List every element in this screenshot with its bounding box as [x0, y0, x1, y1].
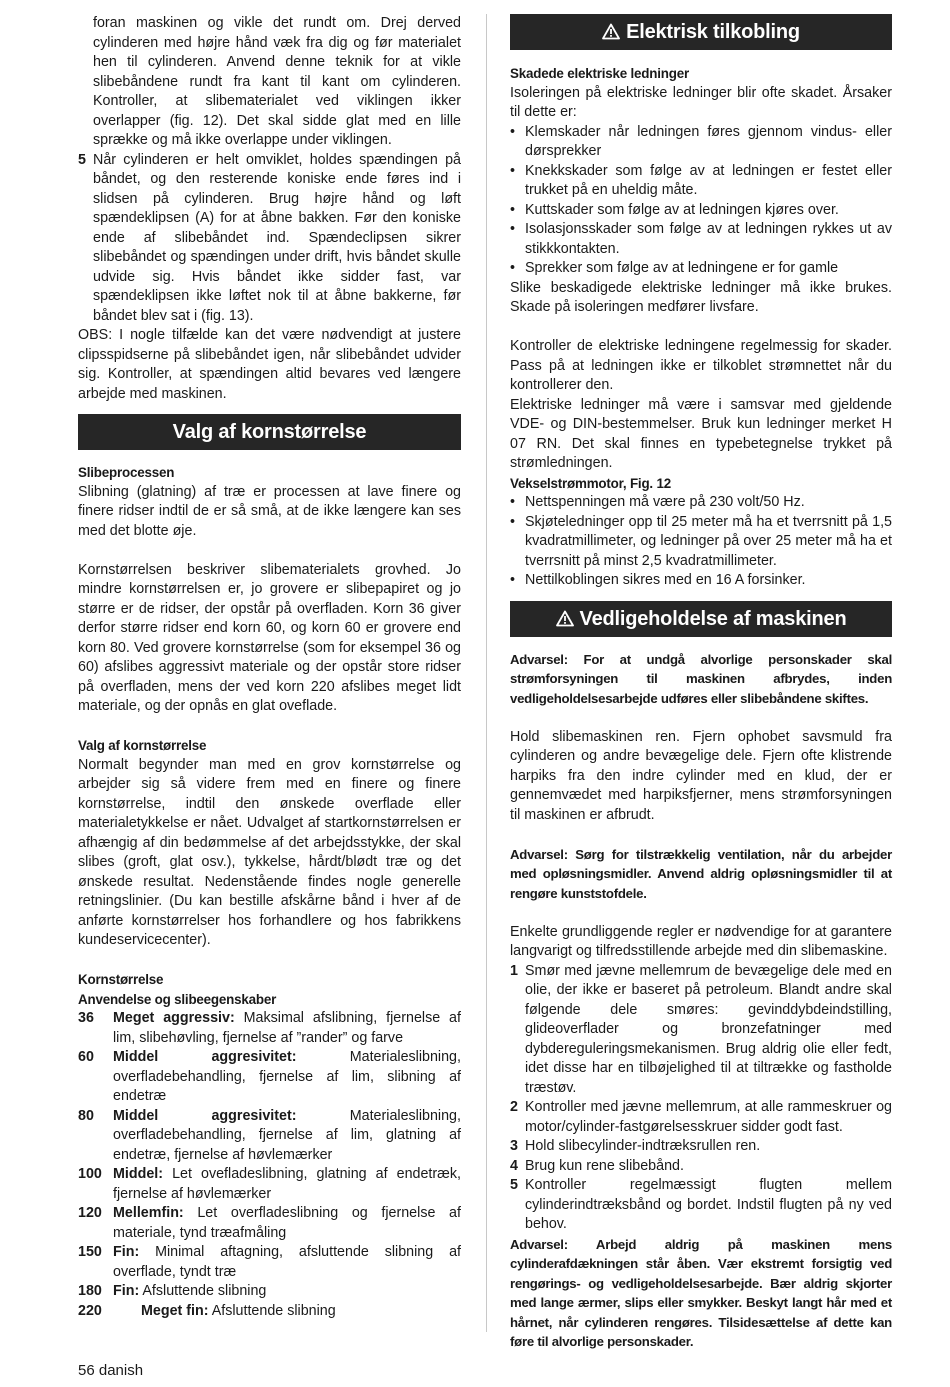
grit-label: Middel aggresivitet: [113, 1049, 297, 1065]
grit-row [78, 1302, 461, 1322]
bullet-icon: • [510, 572, 516, 588]
maintenance-step [510, 1157, 892, 1177]
bullet-icon: • [510, 201, 516, 218]
step-number: 3 [510, 1138, 518, 1154]
right-column [510, 14, 892, 1352]
bullet-icon: • [510, 123, 516, 140]
section-banner-elektrisk [510, 14, 892, 50]
grit-label: Mellemfin: [113, 1205, 184, 1221]
grit-label: Middel: [113, 1166, 164, 1182]
veksel-item [510, 571, 892, 591]
grit-value: 100 [78, 1166, 102, 1182]
hold-paragraph: Hold slibemaskinen ren. Fjern ophobet savsmuld fra cylinderen og andre bevægelige dele. Fjern ofte klistrende harpiks fra den indre cylinder med en klud, der er gennemvædet med harpiksfjerner, mens strømforsyningen til maskinen er afbrudt. [510, 728, 892, 823]
grit-value: 180 [78, 1283, 102, 1299]
grit-row [78, 1107, 461, 1166]
step-number: 1 [510, 962, 518, 979]
bullet-icon: • [510, 221, 516, 237]
maintenance-step [510, 1176, 892, 1235]
step-text: Smør med jævne mellemrum de bevægelige dele med en olie, der ikke er baseret på petroleum. Blandt andre skal følgende dele smøres: gevinddybdeindstilling, glideoverflader og bronzefatninger med dybdereguleringsmekanismen. Brug aldrig olie eller fedt, idet disse har en tilbøjelighed til at tiltrække og fastholde træstøv. [525, 962, 892, 1096]
grit-text: Materialeslibning, overfladebehandling, fjernelse af lim, slibning af endetræ [113, 1049, 461, 1104]
grit-description [113, 1204, 461, 1243]
step-text: Kontroller regelmæssigt flugten mellem cylinderindtræksbånd og bordet. Indstil flugten på ny ved behov. [525, 1177, 892, 1232]
cause-item [510, 220, 892, 259]
grit-row [78, 1009, 461, 1048]
bullet-icon: • [510, 494, 516, 510]
step-number: 5 [510, 1177, 518, 1193]
step-5 [78, 151, 461, 327]
maintenance-step [510, 1098, 892, 1137]
grit-value: 36 [78, 1010, 94, 1026]
grit-text: Afsluttende slibning [211, 1302, 336, 1319]
grit-label: Middel aggresivitet: [113, 1107, 297, 1124]
grit-row [78, 1048, 461, 1107]
grit-text: Afsluttende slibning [142, 1283, 267, 1299]
subheading-skadede: Skadede elektriske ledninger [510, 66, 689, 81]
grit-value: 60 [78, 1049, 94, 1065]
grit-list [78, 1009, 461, 1321]
subheading-valg: Valg af kornstørrelse [78, 738, 207, 753]
slike-paragraph: Slike beskadigede elektriske ledninger må ikke brukes. Skade på isoleringen medfører livsfare. [510, 279, 892, 315]
page-footer: 56 danish [78, 1362, 144, 1379]
kornstorrelse-paragraph: Kornstørrelsen beskriver slibematerialets grovhed. Jo mindre kornstørrelsen er, jo grovere er slibepapiret og jo større er de ridser, der opstår på overfladen. Korn 36 giver derfor større ridser end korn 60, og korn 60 er grovere end korn 80. Ved grovere kornstørrelse (som for eksempel 36 og 60) afslibes aggressivt materiale og der opstår store ridser på overfladen, mens der ved korn 220 afslibes meget lidt materiale, og der opnås en glat oveflade. [78, 561, 461, 714]
step-text: Brug kun rene slibebånd. [525, 1157, 684, 1174]
bullet-text: Nettilkoblingen sikres med en 16 A forsinker. [525, 572, 806, 588]
cause-item [510, 201, 892, 221]
maintenance-step [510, 1137, 892, 1157]
step-number: 5 [78, 151, 86, 168]
grit-label: Fin: [113, 1283, 140, 1299]
causes-list [510, 123, 892, 279]
skadede-paragraph: Isoleringen på elektriske ledninger blir ofte skadet. Årsaker til dette er: [510, 84, 892, 120]
subheading-veksel: Vekselstrømmotor, Fig. 12 [510, 475, 671, 491]
obs-note: OBS: I nogle tilfælde kan det være nødvendigt at justere clipsspidserne på slibebåndet igen, når slibebåndet udvider sig. Kontroller, at spændingen altid bevares ved længere arbejde med maskinen. [78, 327, 461, 402]
bullet-icon: • [510, 260, 516, 276]
grit-description [113, 1165, 461, 1204]
subheading-korn: Kornstørrelse [78, 972, 164, 987]
warning-3: Advarsel: Arbejd aldrig på maskinen mens cylinderafdækningen står åben. Vær ekstremt forsigtig ved rengørings- og vedligeholdelsesarbejde. Bær aldrig skjorter med lange ærmer, slips eller smykker. Beskyt langt hår med et hårnet, når cylinderen rengøres. Tilsidesættelse af dette kan føre til alvorlige personskader. [510, 1236, 892, 1349]
veksel-item [510, 493, 892, 513]
bullet-text: Knekkskader som følge av at ledningen er festet eller trukket på en uheldig måte. [525, 162, 892, 198]
step-text: Hold slibecylinder-indtræksrullen ren. [525, 1138, 761, 1154]
grit-row [78, 1243, 461, 1282]
grit-label: Meget aggressiv: [113, 1010, 235, 1026]
veksel-item [510, 513, 892, 572]
bullet-icon: • [510, 513, 516, 530]
subheading-slibeprocessen: Slibeprocessen [78, 465, 175, 480]
grit-value: 80 [78, 1107, 94, 1124]
grit-description [113, 1243, 461, 1282]
grit-row [78, 1165, 461, 1204]
grit-description [113, 1009, 461, 1048]
maintenance-step [510, 962, 892, 1099]
subheading-anvendelse: Anvendelse og slibeegenskaber [78, 991, 277, 1007]
grit-text: Let ovefladeslibning, glatning af endetræk, fjernelse af høvlemærker [113, 1166, 461, 1202]
bullet-text: Sprekker som følge av at ledningene er for gamle [525, 260, 839, 276]
bullet-text: Nettspenningen må være på 230 volt/50 Hz. [525, 494, 805, 510]
cause-item [510, 259, 892, 279]
section-banner-vedligeholdelse [510, 601, 892, 637]
grit-value: 120 [78, 1205, 102, 1221]
maintenance-steps [510, 962, 892, 1235]
warning-icon [602, 16, 620, 52]
valg-paragraph: Normalt begynder man med en grov kornstørrelse og arbejder sig så videre frem med en finere og finere kornstørrelse, indtil den ønskede overflade eller materialetykkelse er nået. Udvalget af startkornstørrelsen er afhængig af din bedømmelse af det arbejdsstykke, der skal slibes (groft, glat osv.), tykkelse, hårdt/blødt træ og det ønskede resultat. Nedenstående findes nogle generelle retningslinier. (Du kan bestille afskårne bånd i hver af de anførte kornstørrelser hos forhandlere og hos fabrikkens kundeservicecenter). [78, 756, 461, 948]
kontroller-paragraph: Kontroller de elektriske ledningene regelmessig for skader. Pass på at ledningen ikke er tilkoblet strømnettet når du kontrollerer den. [510, 338, 892, 393]
banner-title: Elektrisk tilkobling [626, 21, 800, 43]
grit-text: Materialeslibning, overfladebehandling, fjernelse af lim, glatning af endetræ, fjernelse af høvlemærker [113, 1107, 461, 1163]
grit-description [113, 1282, 461, 1302]
elektriske-paragraph: Elektriske ledninger må være i samsvar med gjeldende VDE- og DIN-bestemmelser. Bruk kun ledninger merket H 07 RN. Det skal finnes en typebetegnelse trykket på strømledningen. [510, 396, 892, 471]
grit-text: Minimal aftagning, afsluttende slibning af overflade, tyndt træ [113, 1244, 461, 1280]
cause-item [510, 162, 892, 201]
grit-description [113, 1302, 461, 1322]
intro-paragraph: foran maskinen og vikle det rundt om. Drej derved cylinderen med højre hånd væk fra dig og før materialet hen til cylinderen. Anvend denne teknik for at vikle slibebåndene rundt fra kant til kant om cylinderen. Kontroller, at slibematerialet ved viklingen ikker overlapper (fig. 12). Det skal sidde glat med en lille sprække og må ikke overlappe under viklingen. [93, 15, 461, 148]
grit-row [78, 1282, 461, 1302]
banner-title: Vedligeholdelse af maskinen [579, 607, 847, 630]
bullet-text: Klemskader når ledningen føres gjennom vindus- eller dørsprekker [525, 123, 892, 159]
warning-2: Advarsel: Sørg for tilstrækkelig ventilation, når du arbejder med opløsningsmidler. Anvend aldrig opløsningsmidler til at rengøre kunststofdele. [510, 846, 892, 901]
grit-text: Maksimal afslibning, fjernelse af lim, slibehøvling, fjernelse af ”rander” og farve [113, 1010, 461, 1046]
bullet-icon: • [510, 162, 516, 179]
grit-row [78, 1204, 461, 1243]
section-banner-valg: Valg af kornstørrelse [78, 414, 461, 450]
veksel-list [510, 493, 892, 591]
step-number: 4 [510, 1157, 518, 1174]
step-number: 2 [510, 1099, 518, 1115]
cause-item [510, 123, 892, 162]
left-column [78, 14, 461, 1321]
step-text: Når cylinderen er helt omviklet, holdes spændingen på båndet, og den resterende koniske ende føres ind i slidsen på cylinderen. Brug højre hånd og løft spændeklipsen (A) for at åbne bakken. Før den koniske ende af slibebåndet ind. Spændeclipsen sikrer slibebåndet og spændingen under drift, hvis båndet skulle udvide sig. Hvis båndet ikke sidder fast, var spændeklipsen ikke løftet nok til at åbne bakkerne, før båndet blev sat i (fig. 13). [93, 151, 461, 324]
slibeprocessen-paragraph: Slibning (glatning) af træ er processen at lave finere og finere ridser indtil de er så små, at de ikke længere kan ses med det blotte øje. [78, 483, 461, 539]
grit-text: Let overfladeslibning og fjernelse af materiale, tynd træafmåling [113, 1205, 461, 1241]
warning-1: Advarsel: For at undgå alvorlige personskader skal strømforsyningen til maskinen afbrydes, inden vedligeholdelsesarbejde udføres eller slibebåndene skiftes. [510, 651, 892, 706]
bullet-text: Skjøteledninger opp til 25 meter må ha et tverrsnitt på 1,5 kvadratmillimeter, og ledninger på over 25 meter må ha et tverrsnitt på minst 2,5 kvadratmillimeter. [525, 513, 892, 569]
grit-value: 220 [78, 1302, 102, 1319]
enkelte-paragraph: Enkelte grundliggende regler er nødvendige for at garantere langvarigt og tilfredsstillende arbejde med din slibemaskine. [510, 923, 892, 959]
grit-description [113, 1107, 461, 1166]
grit-description [113, 1048, 461, 1107]
grit-label: Fin: [113, 1244, 140, 1260]
grit-value: 150 [78, 1244, 102, 1260]
warning-icon [556, 603, 574, 639]
column-divider [486, 14, 487, 1332]
bullet-text: Isolasjonsskader som følge av at ledningen rykkes ut av stikkkontakten. [525, 221, 892, 257]
grit-label: Meget fin: [141, 1302, 209, 1319]
bullet-text: Kuttskader som følge av at ledningen kjøres over. [525, 201, 839, 218]
step-text: Kontroller med jævne mellemrum, at alle rammeskruer og motor/cylinder-fastgørelsesskruer sidder godt fast. [525, 1099, 892, 1135]
